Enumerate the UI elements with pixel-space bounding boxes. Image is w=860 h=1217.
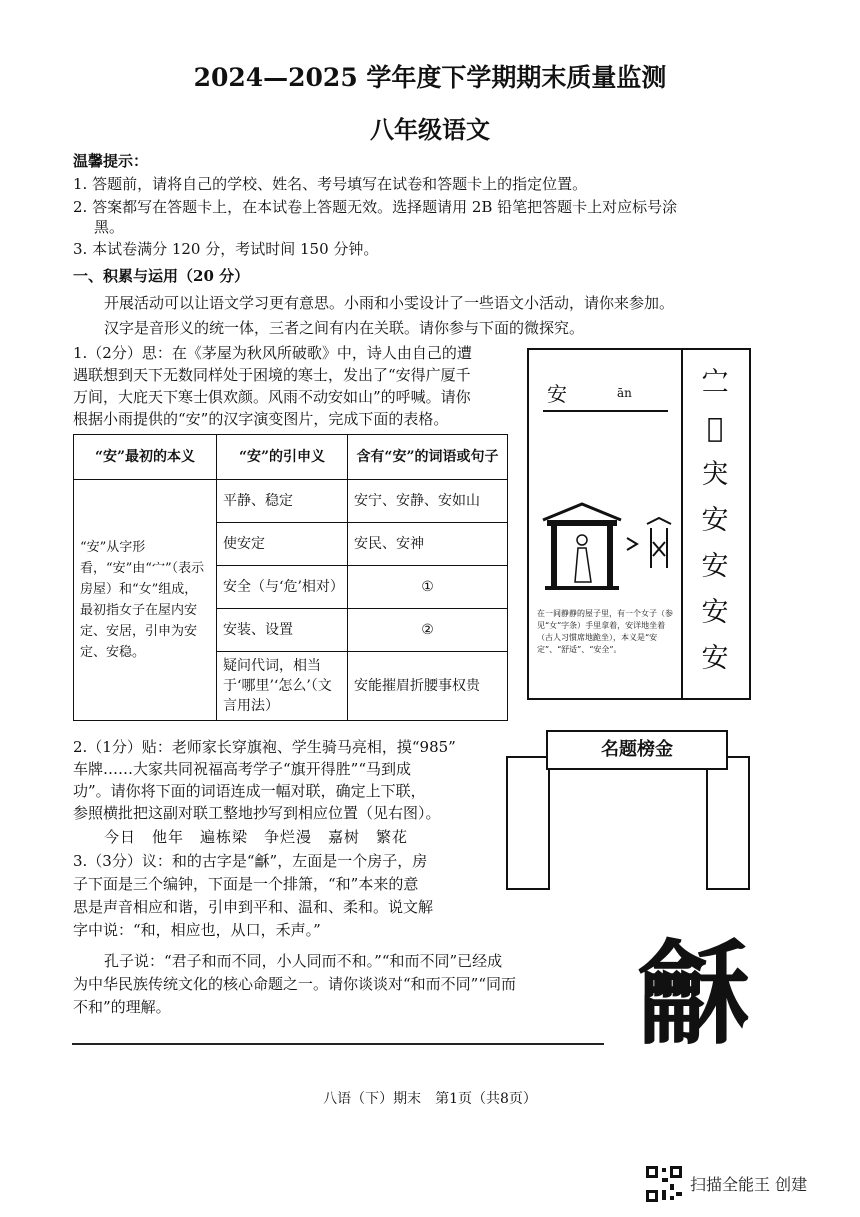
page-footer: 八语（下）期末 第1页（共8页） (323, 1091, 537, 1107)
section-intro: 开展活动可以让语文学习更有意思。小雨和小雯设计了一些语文小活动，请你来参加。 (104, 294, 675, 312)
q3-line: 字中说：“和，相应也，从口，禾声。” (73, 921, 321, 939)
table-header-row (74, 435, 508, 480)
example-cell: 安民、安神 (348, 523, 508, 566)
q2-line: 2.（1分）贴：老师家长穿旗袍、学生骑马亮相，摸“985” (73, 738, 456, 756)
q3-para: 为中华民族传统文化的核心命题之一。请你谈谈对“和而不同”“同而 (73, 975, 517, 993)
couplet-right-post[interactable] (706, 756, 750, 890)
script-form: 安 (701, 551, 729, 582)
tip-line: 3. 本试卷满分 120 分，考试时间 150 分钟。 (73, 240, 379, 258)
couplet-words: 今日 他年 遍栋梁 争烂漫 嘉树 繁花 (104, 828, 409, 846)
example-cell: 安能摧眉折腰事权贵 (348, 652, 508, 721)
an-character: 安 (547, 382, 567, 406)
tips-heading: 温馨提示： (73, 152, 149, 170)
table-header: 含有“安”的词语或句子 (348, 435, 508, 480)
couplet-banner: 名题榜金 (546, 730, 728, 770)
q3-para: 不和”的理解。 (73, 998, 171, 1016)
watermark: 扫描全能王 创建 (690, 1175, 808, 1194)
ancient-he-character: 龢 (638, 929, 750, 1060)
section-intro: 汉字是音形义的统一体，三者之间有内在关联。请你参与下面的微探究。 (104, 319, 585, 337)
q3-line: 思是声音相应和谐，引申到平和、温和、柔和。说文解 (73, 898, 434, 916)
qr-code-icon (644, 1164, 684, 1204)
house-woman-illustration (537, 498, 677, 598)
script-form: 安 (701, 505, 729, 536)
script-form: 宊 (701, 459, 729, 490)
card-divider (681, 350, 683, 698)
an-evolution-card (527, 348, 751, 700)
meaning-cell: 安装、设置 (217, 609, 348, 652)
illustration-caption: 在一间静静的屋子里，有一个女子（参见“女”字条）手里拿着，安详地坐着（古人习惯席地跪坐），本义是“安定”、“舒适”、“安全”。 (537, 609, 673, 654)
q1-line: 万间，大庇天下寒士俱欢颜。风雨不动安如山”的呼喊。请你 (73, 388, 471, 406)
couplet-frame (502, 730, 764, 886)
answer-line[interactable] (72, 1043, 604, 1045)
q2-line: 功”。请你将下面的词语连成一幅对联，确定上下联， (73, 782, 426, 800)
q1-line: 根据小雨提供的“安”的汉字演变图片，完成下面的表格。 (73, 410, 449, 428)
q1-line: 遇联想到天下无数同样处于困境的寒士，发出了“安得广厦千 (73, 366, 471, 384)
answer-blank-1[interactable]: ① (348, 566, 508, 609)
table-header: “安”最初的本义 (74, 435, 217, 480)
meaning-cell: 疑问代词，相当于‘哪里’‘怎么’（文言用法） (217, 652, 348, 721)
q3-line: 3.（3分）议：和的古字是“龢”，左面是一个房子，房 (73, 852, 428, 870)
tip-line: 1. 答题前，请将自己的学校、姓名、考号填写在试卷和答题卡上的指定位置。 (73, 175, 588, 193)
exam-subtitle: 八年级语文 (370, 115, 490, 144)
q2-line: 参照横批把这副对联工整地抄写到相应位置（见右图）。 (73, 804, 441, 822)
q1-table (73, 434, 508, 721)
table-row (74, 480, 508, 523)
meaning-cell: 使安定 (217, 523, 348, 566)
table-header: “安”的引申义 (217, 435, 348, 480)
script-form: 㝉 (701, 367, 729, 398)
tip-line: 2. 答案都写在答题卡上，在本试卷上答题无效。选择题请用 2B 铅笔把答题卡上对应标号涂 (73, 198, 678, 216)
q3-para: 孔子说：“君子和而不同，小人同而不和。”“和而不同”已经成 (104, 952, 503, 970)
couplet-left-post[interactable] (506, 756, 550, 890)
an-script-forms (695, 360, 735, 682)
q2-line: 车牌……大家共同祝福高考学子“旗开得胜”“马到成 (73, 760, 412, 778)
tip-line: 黑。 (94, 218, 125, 236)
origin-meaning-cell: “安”从字形看，“安”由“宀”（表示房屋）和“女”组成，最初指女子在屋内安定、安居，引申为安定、安稳。 (74, 480, 217, 721)
answer-blank-2[interactable]: ② (348, 609, 508, 652)
q3-line: 子下面是三个编钟，下面是一个排箫，“和”本来的意 (73, 875, 419, 893)
meaning-cell: 平静、稳定 (217, 480, 348, 523)
exam-title: 2024—2025 学年度下学期期末质量监测 (193, 63, 667, 92)
script-form: 安 (701, 643, 729, 674)
divider (543, 410, 668, 412)
section-heading: 一、积累与运用（20 分） (73, 267, 250, 285)
script-form: 𡧊 (706, 413, 724, 444)
q1-line: 1.（2分）思：在《茅屋为秋风所破歌》中，诗人由自己的遭 (73, 344, 472, 362)
meaning-cell: 安全（与‘危’相对） (217, 566, 348, 609)
example-cell: 安宁、安静、安如山 (348, 480, 508, 523)
script-form: 安 (701, 597, 729, 628)
an-pinyin: ān (617, 386, 632, 400)
